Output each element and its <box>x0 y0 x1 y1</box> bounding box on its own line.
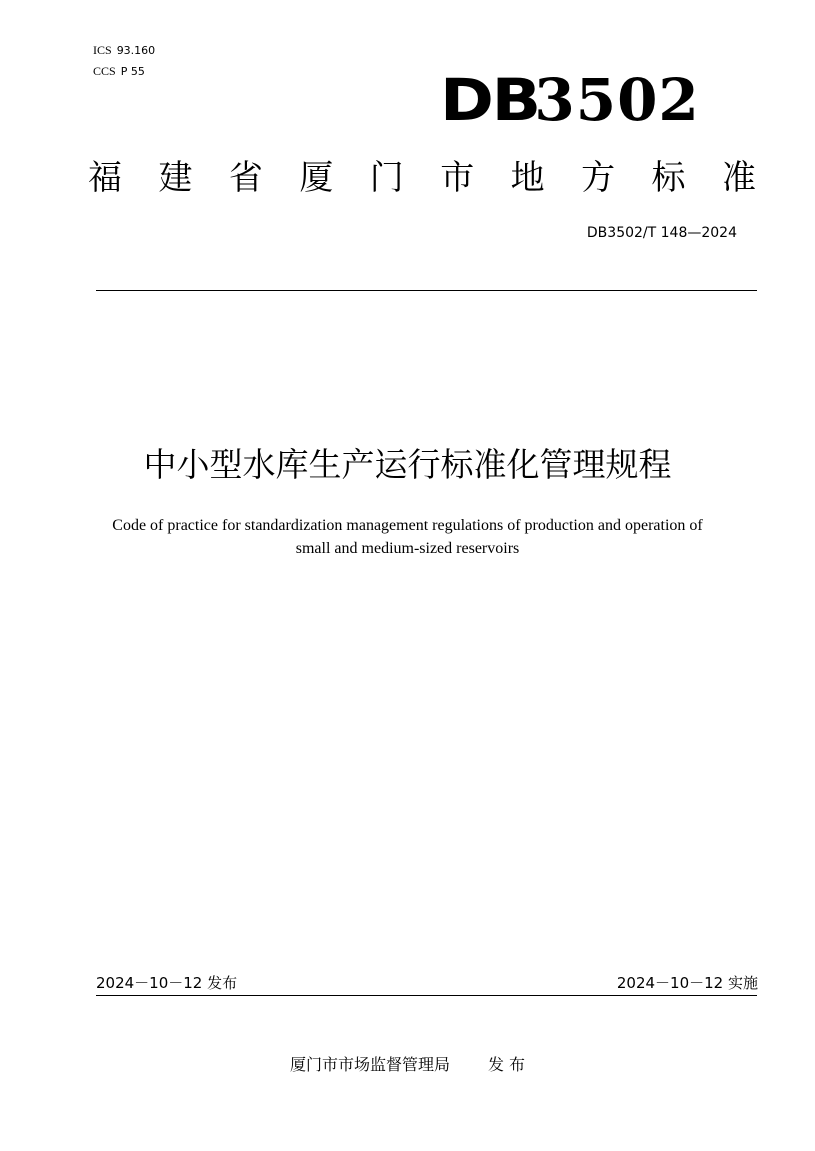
issue-date: 2024－10－12 发布 <box>96 974 238 992</box>
standard-type-char: 门 <box>369 158 404 198</box>
logo-number: 3502 <box>534 66 700 134</box>
implementation-date: 2024－10－12 实施 <box>616 974 758 992</box>
ccs-value: P 55 <box>120 65 145 78</box>
standard-type-char: 准 <box>721 158 756 198</box>
ics-code <box>93 40 155 61</box>
standard-type-char: 地 <box>510 158 545 198</box>
header-divider <box>96 290 757 291</box>
ics-value: 93.160 <box>116 44 156 57</box>
standard-type-char: 市 <box>440 158 475 198</box>
document-title-zh: 中小型水库生产运行标准化管理规程 <box>143 445 672 484</box>
issuer-name: 厦门市市场监督管理局 <box>289 1055 450 1074</box>
standard-type-char: 厦 <box>299 158 334 198</box>
standard-type-char: 方 <box>581 158 616 198</box>
standard-logo <box>440 66 710 134</box>
standard-type-heading <box>88 155 756 201</box>
ccs-label: CCS <box>93 64 116 78</box>
standard-type-char: 标 <box>651 158 686 198</box>
standard-type-char: 建 <box>158 158 193 198</box>
standard-type-char: 福 <box>88 158 122 198</box>
standard-type-char: 省 <box>228 158 263 198</box>
standard-number: DB3502/T 148—2024 <box>586 225 737 241</box>
ccs-code <box>93 61 155 82</box>
issuer-action: 发 布 <box>487 1055 526 1074</box>
logo-prefix: DB <box>440 66 539 134</box>
ics-label: ICS <box>93 43 112 57</box>
footer-divider <box>96 995 757 996</box>
issuer-line <box>0 1054 815 1076</box>
document-title-en: Code of practice for standardization management regulations of production and operation of small and medium-sized reservoirs <box>112 517 703 557</box>
classification-codes <box>93 40 155 82</box>
